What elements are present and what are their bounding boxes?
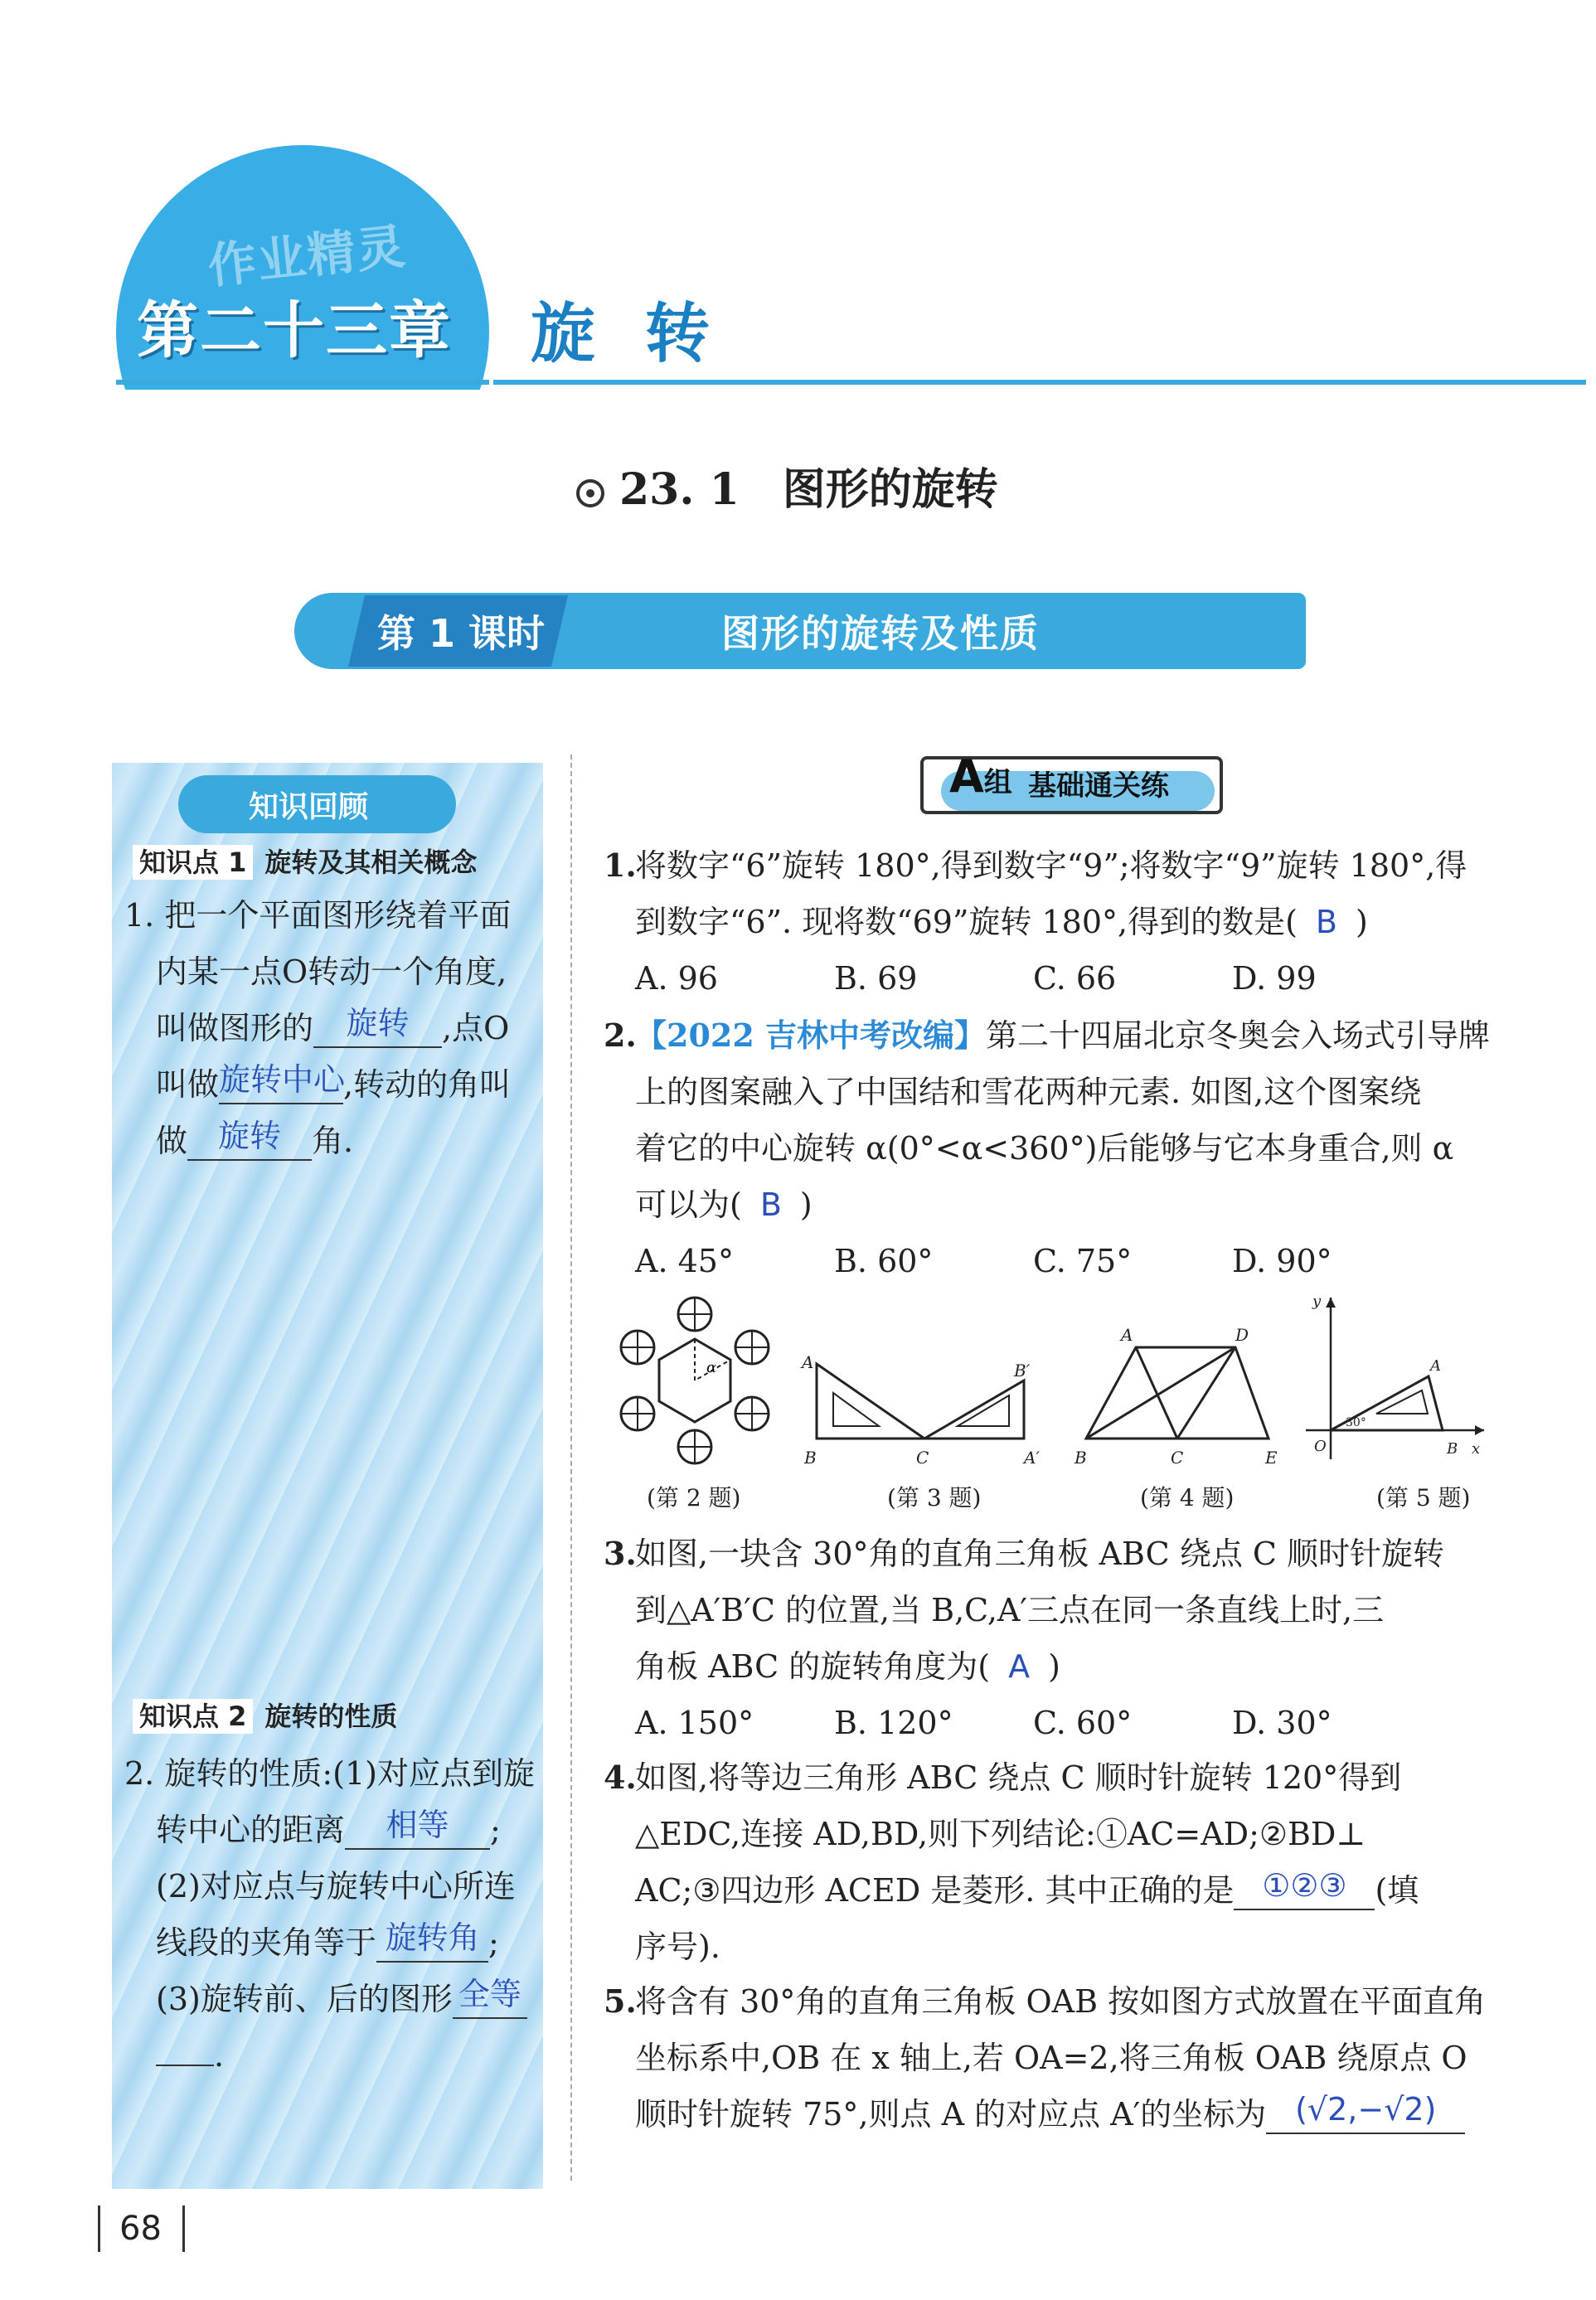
text-segment: 转中心的距离 bbox=[156, 1812, 346, 1848]
answer-blank bbox=[1234, 1867, 1375, 1910]
label-b: B bbox=[1447, 1440, 1458, 1458]
choice-d: D. 99 bbox=[1232, 960, 1317, 997]
x-axis-arrow bbox=[1475, 1425, 1484, 1435]
text-line bbox=[604, 1638, 1569, 1695]
text-segment: 线段的夹角等于 bbox=[156, 1924, 377, 1961]
text-segment: 如图,将等边三角形 ABC 绕点 C 顺时针旋转 120°得到 bbox=[635, 1759, 1402, 1796]
group-letter: A bbox=[949, 750, 984, 803]
column-divider bbox=[570, 755, 572, 2181]
answer-text: 旋转 bbox=[346, 1005, 410, 1041]
text-line: 到△A′B′C 的位置,当 B,C,A′三点在同一条直线上时,三 bbox=[635, 1592, 1385, 1628]
text-segment: AC;③四边形 ACED 是菱形. 其中正确的是 bbox=[635, 1872, 1235, 1909]
knowledge-point-1-heading bbox=[133, 842, 477, 880]
text-line: 1. 把一个平面图形绕着平面 bbox=[124, 897, 512, 934]
label-b: B bbox=[804, 1448, 817, 1468]
lesson-name: 图形的旋转及性质 bbox=[721, 611, 1040, 656]
text-segment: 顺时针旋转 75°,则点 A 的对应点 A′的坐标为 bbox=[635, 2096, 1267, 2133]
review-question-1 bbox=[124, 887, 531, 1169]
choice-b: B. 60° bbox=[834, 1243, 934, 1279]
question-2 bbox=[604, 1007, 1569, 1289]
chapter-rule-left bbox=[116, 380, 489, 385]
figure-3-caption: (第 3 题) bbox=[887, 1484, 982, 1511]
text-segment: 到数字“6”. 现将数“69”旋转 180°,得到的数是( bbox=[635, 904, 1298, 940]
text-segment: ,转动的角叫 bbox=[343, 1066, 512, 1103]
alpha-label: α bbox=[706, 1359, 717, 1376]
question-number: 4. bbox=[604, 1759, 637, 1796]
answer-text: ①②③ bbox=[1262, 1867, 1347, 1904]
text-segment: ; bbox=[488, 1924, 499, 1961]
text-segment: ) bbox=[1048, 1648, 1060, 1685]
label-a: A bbox=[1430, 1357, 1441, 1375]
y-axis-arrow bbox=[1326, 1298, 1336, 1308]
answer-blank-continued bbox=[156, 2065, 214, 2066]
text-segment: ) bbox=[1356, 904, 1368, 940]
watermark-text: 作业精灵 bbox=[205, 217, 410, 295]
answer-blank bbox=[345, 1807, 490, 1850]
answer-text: 旋转角 bbox=[385, 1919, 480, 1956]
text-line bbox=[604, 837, 1569, 894]
text-line bbox=[604, 1973, 1569, 2030]
choices bbox=[604, 950, 1569, 1007]
answer-blank bbox=[219, 1061, 346, 1104]
question-number: 3. bbox=[604, 1535, 637, 1572]
answer-text: B bbox=[1315, 904, 1337, 940]
text-line: 坐标系中,OB 在 x 轴上,若 OA=2,将三角板 OAB 绕原点 O bbox=[635, 2040, 1467, 2076]
text-segment: 如图,一块含 30°角的直角三角板 ABC 绕点 C 顺时针旋转 bbox=[635, 1536, 1445, 1572]
knowledge-point-tag: 知识点 2 bbox=[133, 1699, 253, 1734]
section-title-text: 23. 1 图形的旋转 bbox=[619, 464, 998, 515]
choice-b: B. 120° bbox=[834, 1705, 953, 1741]
text-segment: 角板 ABC 的旋转角度为( bbox=[635, 1648, 991, 1685]
knowledge-point-title: 旋转及其相关概念 bbox=[264, 847, 478, 878]
question-source: 【2022 吉林中考改编】 bbox=[635, 1017, 986, 1054]
figure-2-caption: (第 2 题) bbox=[647, 1484, 741, 1511]
page-number bbox=[101, 2210, 162, 2248]
text-segment: . bbox=[214, 2037, 225, 2074]
review-question-2 bbox=[124, 1745, 535, 2084]
figure-3-triangles bbox=[800, 1289, 1049, 1472]
segment-ac bbox=[1136, 1347, 1177, 1439]
text-line bbox=[124, 1000, 531, 1056]
segment-bd bbox=[1086, 1347, 1235, 1439]
group-name: 基础通关练 bbox=[1028, 769, 1169, 803]
text-line: 序号). bbox=[635, 1929, 720, 1965]
text-segment: ) bbox=[799, 1186, 813, 1223]
chapter-title: 旋转 bbox=[531, 296, 760, 371]
label-d: D bbox=[1235, 1325, 1249, 1345]
answer-text: 相等 bbox=[386, 1807, 449, 1843]
text-segment: ,点O bbox=[442, 1010, 510, 1046]
label-a-prime: A′ bbox=[1024, 1448, 1040, 1468]
question-number: 5. bbox=[604, 1982, 637, 2020]
knowledge-point-2-heading bbox=[133, 1696, 397, 1734]
text-segment: 可以为( bbox=[635, 1186, 742, 1223]
outer-shape bbox=[1086, 1347, 1269, 1439]
answer-text: 旋转中心 bbox=[219, 1061, 346, 1098]
answer-blank bbox=[313, 1005, 442, 1048]
text-line bbox=[124, 2027, 531, 2084]
text-line: 2. 旋转的性质:(1)对应点到旋 bbox=[124, 1755, 535, 1792]
answer-text: A bbox=[1008, 1648, 1031, 1685]
text-line: (2)对应点与旋转中心所连 bbox=[156, 1868, 516, 1905]
text-line bbox=[604, 1749, 1569, 1806]
label-x: x bbox=[1472, 1440, 1481, 1458]
section-title bbox=[576, 454, 998, 517]
text-line bbox=[604, 1177, 1569, 1233]
text-segment: (填 bbox=[1375, 1872, 1419, 1909]
triangle-abc-inner bbox=[833, 1393, 879, 1426]
text-segment: 角. bbox=[312, 1123, 354, 1159]
choices bbox=[604, 1233, 1569, 1289]
text-segment: ; bbox=[490, 1812, 501, 1848]
figure-4-caption: (第 4 题) bbox=[1140, 1484, 1235, 1511]
page-number-bar-left bbox=[98, 2205, 100, 2252]
text-line bbox=[124, 1971, 531, 2027]
text-segment: 叫做 bbox=[156, 1066, 220, 1103]
lesson-label: 第 1 课时 bbox=[377, 611, 546, 656]
page-number-text: 68 bbox=[119, 2210, 162, 2248]
chapter-circle-mask bbox=[99, 390, 514, 572]
choice-d: D. 30° bbox=[1232, 1705, 1332, 1741]
text-line bbox=[124, 1802, 531, 1858]
question-5 bbox=[604, 1973, 1569, 2142]
answer-blank bbox=[376, 1919, 488, 1963]
choices bbox=[604, 1695, 1569, 1751]
choice-c: C. 75° bbox=[1033, 1243, 1133, 1279]
answer-blank bbox=[453, 1976, 527, 2019]
answer-text: (√2,−√2) bbox=[1295, 2091, 1437, 2128]
figure-2-knot-pattern bbox=[604, 1289, 786, 1472]
label-c: C bbox=[916, 1448, 929, 1468]
text-segment: 将数字“6”旋转 180°,得到数字“9”;将数字“9”旋转 180°,得 bbox=[635, 847, 1467, 884]
label-o: O bbox=[1314, 1438, 1327, 1455]
choice-c: C. 66 bbox=[1033, 960, 1117, 997]
figure-5-coordinate-triangle bbox=[1289, 1289, 1488, 1472]
text-line bbox=[604, 1526, 1569, 1582]
text-segment: 做 bbox=[156, 1123, 188, 1159]
page-number-bar-right bbox=[182, 2205, 185, 2252]
question-3 bbox=[604, 1526, 1569, 1751]
chapter-rule bbox=[493, 380, 1586, 385]
answer-text: 旋转 bbox=[218, 1118, 282, 1154]
answer-blank bbox=[1266, 2091, 1465, 2134]
text-line: △EDC,连接 AD,BD,则下列结论:①AC=AD;②BD⊥ bbox=[635, 1816, 1366, 1852]
group-suffix: 组 bbox=[983, 766, 1012, 799]
label-a: A bbox=[802, 1352, 814, 1372]
group-label bbox=[949, 750, 1021, 803]
text-segment: 将含有 30°角的直角三角板 OAB 按如图方式放置在平面直角 bbox=[635, 1983, 1487, 2020]
chapter-number: 第二十三章 bbox=[137, 295, 452, 366]
figure-5-caption: (第 5 题) bbox=[1376, 1484, 1471, 1511]
text-line: 上的图案融入了中国结和雪花两种元素. 如图,这个图案绕 bbox=[635, 1074, 1422, 1110]
text-segment: 叫做图形的 bbox=[156, 1010, 314, 1046]
answer-text: 全等 bbox=[458, 1976, 521, 2012]
knowledge-point-title: 旋转的性质 bbox=[264, 1701, 398, 1732]
label-c: C bbox=[1171, 1448, 1184, 1468]
question-1 bbox=[604, 837, 1569, 1007]
answer-blank bbox=[187, 1118, 312, 1161]
choice-a: A. 45° bbox=[635, 1243, 734, 1279]
label-angle: 30° bbox=[1346, 1416, 1366, 1429]
text-line bbox=[124, 1056, 531, 1113]
label-a: A bbox=[1121, 1325, 1133, 1345]
target-bullet-icon bbox=[576, 479, 604, 507]
question-number: 2. bbox=[604, 1017, 637, 1054]
text-line: 着它的中心旋转 α(0°<α<360°)后能够与它本身重合,则 α bbox=[635, 1130, 1454, 1167]
text-segment: 第二十四届北京冬奥会入场式引导牌 bbox=[986, 1017, 1491, 1054]
segment-dc bbox=[1177, 1347, 1235, 1439]
choice-d: D. 90° bbox=[1232, 1243, 1332, 1279]
knowledge-point-tag: 知识点 1 bbox=[133, 845, 253, 880]
figure-4-equilateral-rotation bbox=[1070, 1289, 1285, 1472]
choice-a: A. 150° bbox=[635, 1705, 754, 1741]
text-line bbox=[604, 2086, 1569, 2142]
text-line bbox=[124, 1914, 531, 1971]
label-y: y bbox=[1312, 1293, 1322, 1310]
choice-b: B. 69 bbox=[834, 960, 918, 997]
text-line: 内某一点O转动一个角度, bbox=[156, 953, 507, 990]
choice-a: A. 96 bbox=[635, 960, 718, 997]
text-line bbox=[604, 1007, 1569, 1064]
text-line bbox=[124, 1113, 531, 1169]
text-line bbox=[604, 1862, 1569, 1919]
question-number: 1. bbox=[604, 847, 637, 884]
knowledge-review-label: 知识回顾 bbox=[249, 790, 369, 824]
answer-text: B bbox=[759, 1186, 782, 1223]
label-b-prime: B′ bbox=[1014, 1361, 1031, 1380]
text-line bbox=[604, 894, 1569, 950]
text-segment: (3)旋转前、后的图形 bbox=[156, 1981, 453, 2017]
choice-c: C. 60° bbox=[1033, 1705, 1133, 1741]
label-e: E bbox=[1265, 1448, 1278, 1468]
label-b: B bbox=[1075, 1448, 1087, 1468]
question-4 bbox=[604, 1749, 1569, 1975]
triangle-apbpc-inner bbox=[958, 1395, 1009, 1426]
